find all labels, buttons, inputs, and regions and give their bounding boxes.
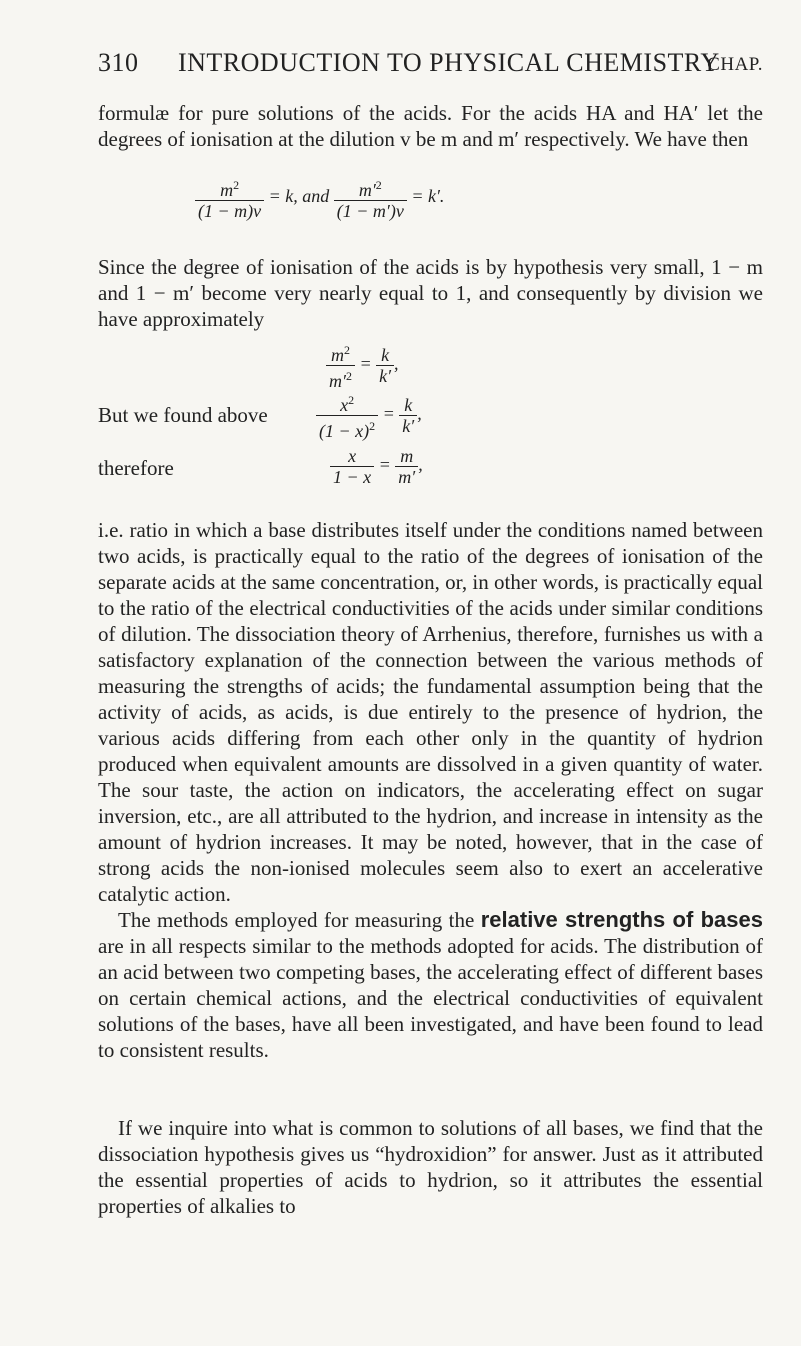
label-therefore: therefore xyxy=(98,456,174,480)
running-title: INTRODUCTION TO PHYSICAL CHEMISTRY xyxy=(178,48,720,77)
emphasis-relative-strengths: relative strengths of bases xyxy=(480,907,763,932)
paragraph-ratio-explanation: i.e. ratio in which a base distributes itself under the conditions named between two acids, is practically equal to the ratio of the degrees of ionisation of the separate acids at the same concentration, or, in other words, is practically equal to the ratio of the electrical conductivities of the acids under similar conditions of dilution. The dissociation theory of Arrhenius, therefore, furnishes us with a satisfactory explanation of the connection between the various methods of measuring the strengths of acids; the fundamental assumption being that the activity of acids, as acids, is due entirely to the presence of hydrion, the various acids differing from each other only in the quantity of hydrion produced when equivalent amounts are dissolved in a given quantity of water. The sour taste, the action on indicators, the accelerating effect on sugar inversion, etc., are all attributed to the hydrion, and increase in intensity as the amount of hydrion increases. It may be noted, however, that in the case of strong acids the non-ionised molecules seem also to exert an accelerative catalytic action. xyxy=(98,518,763,906)
page-number: 310 xyxy=(98,48,139,77)
paragraph-hydroxidion: If we inquire into what is common to solutions of all bases, we find that the dissociation hypothesis gives us “hydroxidion” for answer. Just as it attributed the essential properties of acids to hydrion, so it attributes the essential properties of alkalies to xyxy=(98,1116,763,1218)
paragraph-small-ionisation: Since the degree of ionisation of the acids is by hypothesis very small, 1 − m and 1 − m′ become very nearly equal to 1, and consequently by division we have approximately xyxy=(98,255,763,331)
label-but-found-above: But we found above xyxy=(98,403,268,427)
equation-ionisation-constants: $\frac{m^2}{(1 - m)v}$ = k, and $\frac{m'^2}{(1 - m')v}$ = k′. xyxy=(195,175,444,221)
paragraph-formulae: formulæ for pure solutions of the acids. For the acids HA and HA′ let the degrees of ionisation at the dilution v be m and m′ respectively. We have then xyxy=(98,101,763,151)
chapter-abbrev: CHAP. xyxy=(707,54,763,75)
equation-distribution-ratio: $\frac{x^2}{(1 - x)^2}$ = $\frac{k}{k'}$ , xyxy=(316,390,422,441)
paragraph-bases: The methods employed for measuring the relative strengths of bases are in all respects similar to the methods adopted for acids. The distribution of an acid between two competing bases, the accelerating effect of different bases on certain chemical actions, and the electrical conductivities of equivalent solutions of the bases, have all been investigated, and have been found to lead to consistent results. xyxy=(98,907,763,1062)
running-head xyxy=(98,48,763,88)
equation-ratio-m-k: $\frac{m^2}{m'^2}$ = $\frac{k}{k'}$ , xyxy=(326,340,399,391)
equation-base-distribution: $\frac{x}{1 - x}$ = $\frac{m}{m'}$ , xyxy=(330,446,423,487)
